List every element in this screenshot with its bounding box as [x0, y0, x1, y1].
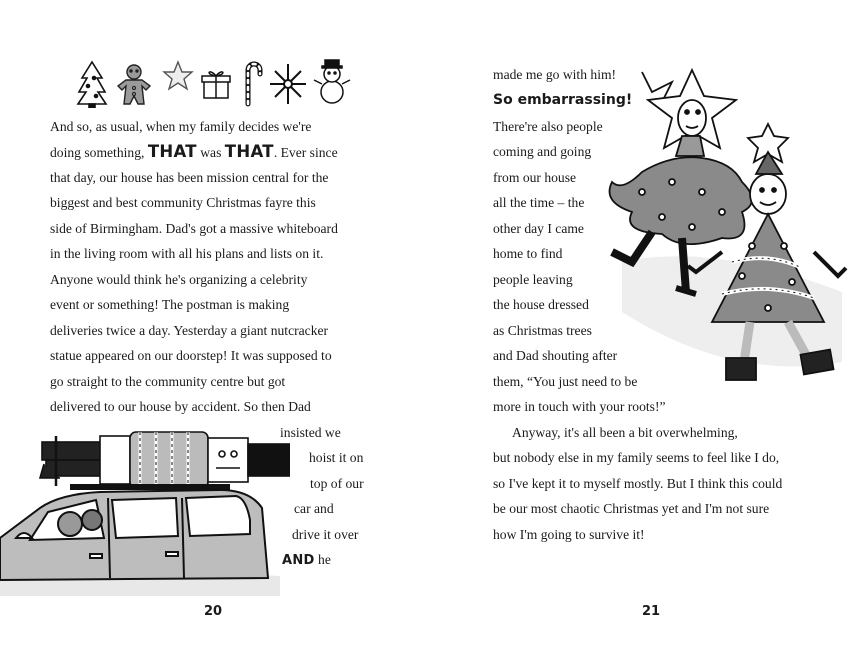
text-line: hoist it on	[309, 450, 364, 465]
text-line: them, “You just need to be	[493, 374, 638, 389]
emphasis-that: THAT	[147, 142, 197, 161]
text-line: drive it over	[292, 527, 359, 542]
text-line: coming and going	[493, 144, 592, 159]
emphasis-and: AND	[282, 553, 315, 568]
christmas-tree-costumes-illustration	[592, 62, 862, 402]
page-number: 20	[204, 604, 223, 619]
text-line: more in touch with your roots!”	[493, 399, 666, 414]
text-line: other day I came	[493, 221, 584, 236]
text-line: side of Birmingham. Dad's got a massive whiteboard	[50, 221, 338, 236]
text-fragment: . Ever since	[273, 145, 338, 160]
nutcracker-statue	[40, 432, 290, 488]
text-line: as Christmas trees	[493, 323, 592, 338]
text-line: from our house	[493, 170, 577, 185]
page-number: 21	[642, 604, 661, 619]
text-line: statue appeared on our doorstep! It was supposed to	[50, 348, 332, 363]
text-line: how I'm going to survive it!	[493, 527, 645, 542]
right-page	[432, 0, 865, 659]
text-line: be our most chaotic Christmas yet and I'm not sure	[493, 501, 770, 516]
emphasis-heading: So embarrassing!	[493, 92, 633, 108]
text-line-with-emphasis	[50, 139, 338, 166]
gingerbread-man-icon	[118, 65, 150, 104]
text-line: insisted we	[280, 425, 341, 440]
text-line: the house dressed	[493, 297, 589, 312]
left-page	[0, 0, 432, 659]
star-icon	[164, 62, 192, 89]
car	[0, 490, 268, 580]
text-line: people leaving	[493, 272, 573, 287]
text-line: so I've kept it to myself mostly. But I think this could	[493, 476, 783, 491]
snowman-icon	[314, 60, 350, 103]
text-fragment: he	[318, 552, 331, 567]
emphasis-that: THAT	[224, 142, 274, 161]
text-line: delivered to our house by accident. So then Dad	[50, 399, 311, 414]
text-line: but nobody else in my family seems to feel like I do,	[493, 450, 780, 465]
text-line: Anyway, it's all been a bit overwhelming,	[512, 425, 738, 440]
text-line: biggest and best community Christmas fayre this	[50, 195, 316, 210]
text-line: home to find	[493, 246, 563, 261]
car-with-nutcracker-illustration	[0, 428, 290, 596]
text-line: and Dad shouting after	[493, 348, 618, 363]
text-line: all the time – the	[493, 195, 585, 210]
text-line: made me go with him!	[493, 67, 617, 82]
text-line: top of our	[310, 476, 364, 491]
text-line: event or something! The postman is making	[50, 297, 290, 312]
text-fragment: doing something,	[50, 145, 145, 160]
text-line: car and	[294, 501, 334, 516]
text-line: in the living room with all his plans and lists on it.	[50, 246, 324, 261]
text-line: deliveries twice a day. Yesterday a giant nutcracker	[50, 323, 329, 338]
candy-cane-icon	[248, 64, 260, 104]
star-costume-person	[610, 70, 753, 294]
text-line: And so, as usual, when my family decides we're	[50, 119, 312, 134]
snowflake-icon	[270, 64, 306, 104]
text-line: that day, our house has been mission central for the	[50, 170, 329, 185]
text-fragment: was	[200, 145, 222, 160]
text-line: Anyone would think he's organizing a celebrity	[50, 272, 308, 287]
christmas-tree-icon	[78, 62, 106, 108]
present-icon	[202, 72, 230, 98]
text-line: There're also people	[493, 119, 603, 134]
christmas-icon-border	[74, 58, 354, 108]
text-line: go straight to the community centre but got	[50, 374, 286, 389]
